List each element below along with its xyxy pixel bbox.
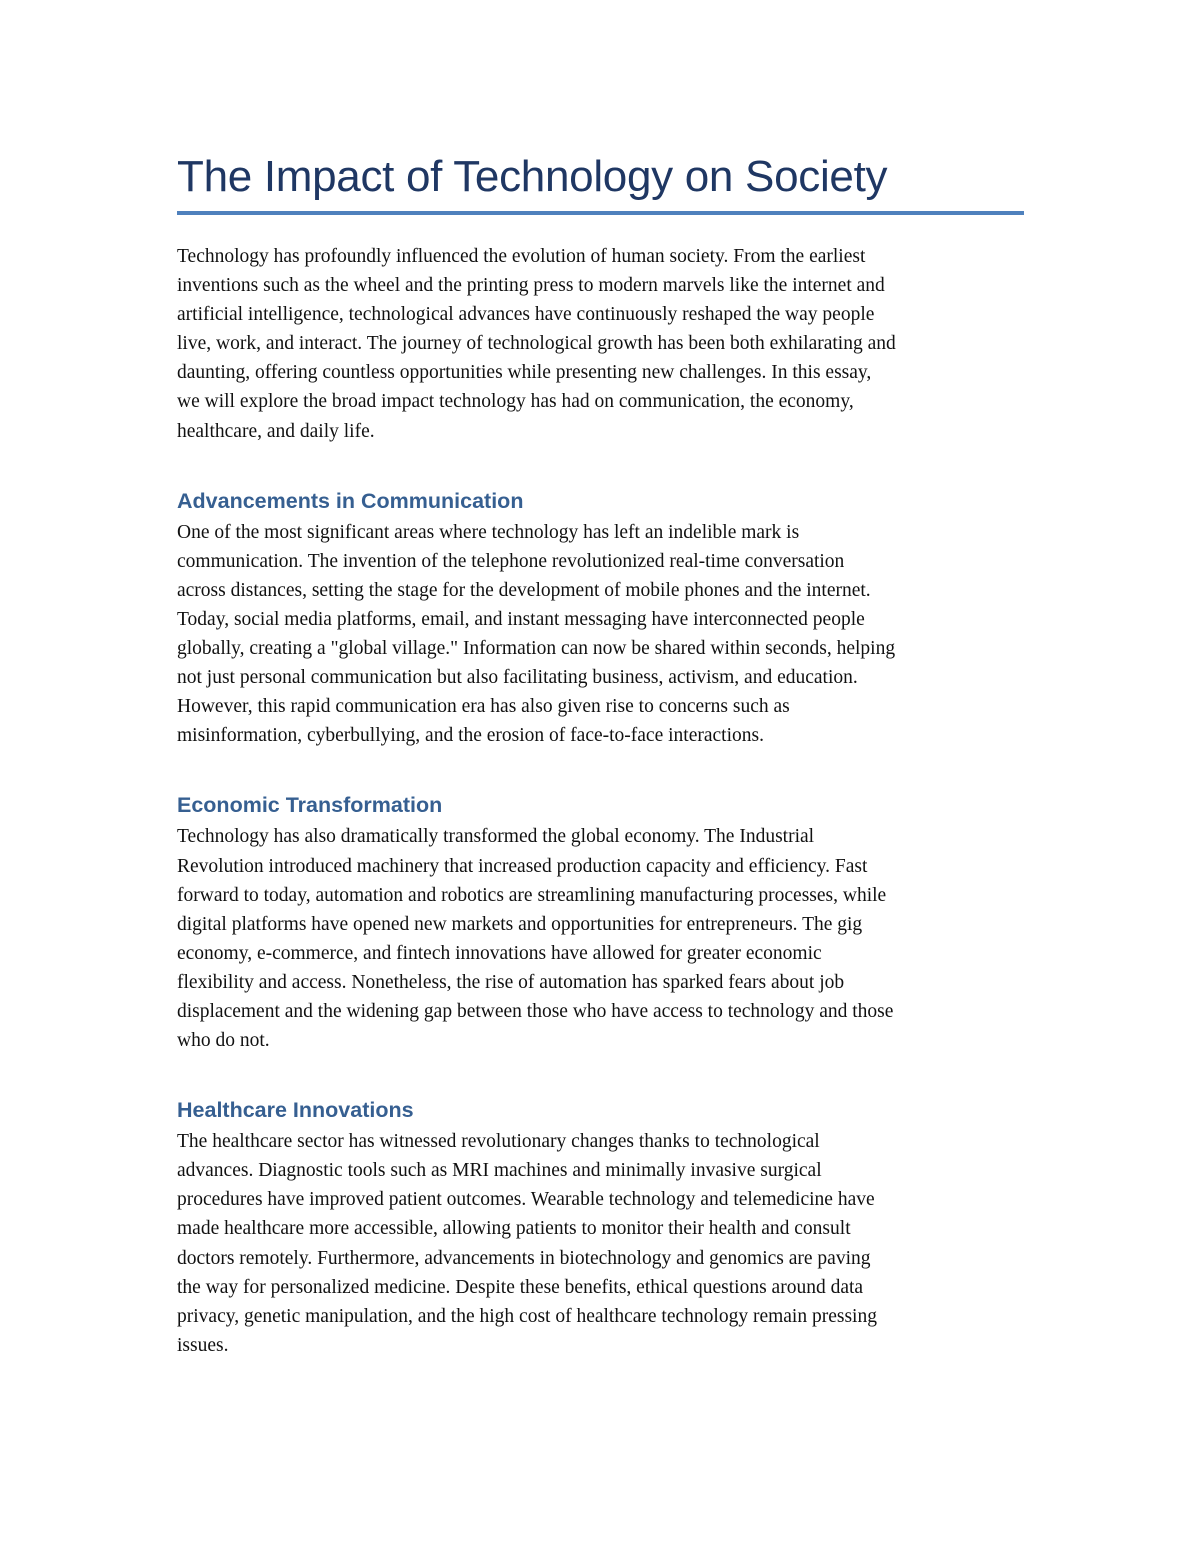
paragraph-line: communication. The invention of the telephone revolutionized real-time conversation [177,550,845,572]
paragraph-line: Technology has also dramatically transformed the global economy. The Industrial [177,826,815,848]
section-paragraph [177,518,1025,751]
paragraph-line: not just personal communication but also facilitating business, activism, and education. [177,667,858,689]
document-title: The Impact of Technology on Society [177,152,888,201]
paragraph-line: issues. [177,1334,229,1356]
intro-line: live, work, and interact. The journey of technological growth has been both exhilarating and [177,333,896,355]
paragraph-line: forward to today, automation and robotics are streamlining manufacturing processes, while [177,884,887,906]
paragraph-line: However, this rapid communication era has also given rise to concerns such as [177,696,790,718]
paragraph-line: The healthcare sector has witnessed revolutionary changes thanks to technological [177,1131,820,1153]
intro-line: artificial intelligence, technological advances have continuously reshaped the way people [177,304,875,326]
paragraph-line: advances. Diagnostic tools such as MRI machines and minimally invasive surgical [177,1160,822,1182]
section-economic [177,790,1025,1055]
section-heading: Healthcare Innovations [177,1098,414,1123]
paragraph-line: who do not. [177,1030,270,1052]
paragraph-line: Revolution introduced machinery that increased production capacity and efficiency. Fast [177,855,868,877]
section-paragraph [177,1127,1025,1360]
intro-line: Technology has profoundly influenced the evolution of human society. From the earliest [177,246,866,267]
title-underline-rule [177,211,1024,215]
paragraph-line: displacement and the widening gap between those who have access to technology and those [177,1000,894,1022]
section-healthcare [177,1095,1025,1360]
intro-line: inventions such as the wheel and the printing press to modern marvels like the internet and [177,275,885,297]
paragraph-line: flexibility and access. Nonetheless, the rise of automation has sparked fears about job [177,971,845,993]
section-paragraph [177,822,1025,1055]
intro-line: daunting, offering countless opportunities while presenting new challenges. In this essay, [177,362,872,384]
section-heading: Advancements in Communication [177,488,524,513]
paragraph-line: made healthcare more accessible, allowing patients to monitor their health and consult [177,1218,851,1240]
intro-paragraph [177,242,1025,446]
paragraph-line: across distances, setting the stage for the development of mobile phones and the internet. [177,579,871,601]
paragraph-line: misinformation, cyberbullying, and the erosion of face-to-face interactions. [177,725,764,747]
paragraph-line: procedures have improved patient outcomes. Wearable technology and telemedicine have [177,1189,875,1211]
paragraph-line: One of the most significant areas where technology has left an indelible mark is [177,521,800,543]
document-page [177,148,1025,1360]
paragraph-line: doctors remotely. Furthermore, advancements in biotechnology and genomics are paving [177,1247,871,1269]
paragraph-line: digital platforms have opened new markets and opportunities for entrepreneurs. The gig [177,913,863,935]
paragraph-line: privacy, genetic manipulation, and the high cost of healthcare technology remain pressing [177,1305,877,1327]
paragraph-line: economy, e-commerce, and fintech innovations have allowed for greater economic [177,942,822,964]
section-communication [177,486,1025,751]
section-heading: Economic Transformation [177,793,443,818]
intro-line: healthcare, and daily life. [177,420,375,442]
paragraph-line: the way for personalized medicine. Despite these benefits, ethical questions around data [177,1276,864,1298]
paragraph-line: Today, social media platforms, email, and instant messaging have interconnected people [177,608,865,630]
intro-line: we will explore the broad impact technology has had on communication, the economy, [177,391,854,413]
paragraph-line: globally, creating a "global village." Information can now be shared within seconds, helping [177,638,896,660]
